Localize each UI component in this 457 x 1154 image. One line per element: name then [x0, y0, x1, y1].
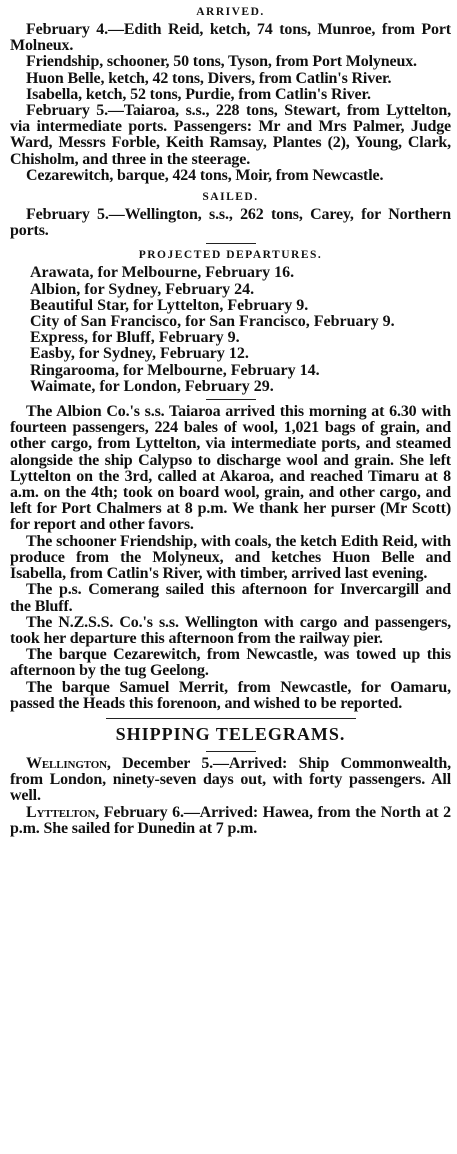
sailed-heading: SAILED. [202, 191, 259, 204]
news-paragraph: The schooner Friendship, with coals, the ketch Edith Reid, with produce from the Molyneux, and ketches Huon Belle and Isabella, from Catlin's River, with timber, arrived last evening. [10, 532, 451, 583]
arrival-entry: Huon Belle, ketch, 42 tons, Divers, from Catlin's River. [26, 69, 392, 87]
arrival-entry: February 5.—Taiaroa, s.s., 228 tons, Stewart, from Lyttelton, via intermediate ports. Passengers: Mr and Mrs Palmer, Judge Ward, Messrs Forble, Keith Ramsay, Plantes (2), Young, Clark, Chisholm, and three in the steerage. [10, 102, 451, 168]
news-paragraph: The Albion Co.'s s.s. Taiaroa arrived this morning at 6.30 with fourteen passengers, 224 bales of wool, 1,021 bags of grain, and other cargo, from Lyttelton, via intermediate ports, and steamed alongside the ship Calypso to discharge wool and grain. She left Lyttelton on the 3rd, called at Akaroa, and reached Timaru at 8 a.m. on the 4th; took on board wool, grain, and other cargo, and left for Port Chalmers at 8 p.m. We thank her purser (Mr Scott) for report and other favors. [10, 403, 451, 534]
news-paragraph: The barque Samuel Merrit, from Newcastle, for Oamaru, passed the Heads this forenoon, and wished to be reported. [10, 678, 451, 712]
telegram-entry [10, 805, 451, 837]
arrival-entry: Friendship, schooner, 50 tons, Tyson, from Port Molyneux. [26, 53, 417, 71]
departure-entry: Beautiful Star, for Lyttelton, February 9. [30, 296, 309, 314]
departure-entry: Express, for Bluff, February 9. [30, 329, 240, 347]
departure-entry: Easby, for Sydney, February 12. [30, 345, 249, 363]
section-divider [106, 718, 356, 719]
departure-entry: City of San Francisco, for San Francisco, February 9. [30, 313, 395, 331]
departure-entry: Albion, for Sydney, February 24. [30, 280, 255, 298]
departure-entry: Waimate, for London, February 29. [30, 377, 274, 395]
departure-entry: Ringarooma, for Melbourne, February 14. [30, 361, 320, 379]
arrived-heading: ARRIVED. [196, 6, 265, 18]
section-divider [206, 243, 256, 244]
news-paragraph: The p.s. Comerang sailed this afternoon for Invercargill and the Bluff. [10, 581, 451, 615]
news-paragraph: The barque Cezarewitch, from Newcastle, was towed up this afternoon by the tug Geelong. [10, 646, 451, 680]
arrival-entry: Cezarewitch, barque, 424 tons, Moir, from Newcastle. [26, 166, 384, 184]
telegram-place: Wellington, [26, 754, 111, 772]
telegram-text: December 5.—Arrived: Ship Commonwealth, from London, ninety-seven days out, with forty passengers. All well. [10, 754, 451, 805]
arrival-entry: Isabella, ketch, 52 tons, Purdie, from Catlin's River. [26, 85, 371, 103]
departure-entry: Arawata, for Melbourne, February 16. [30, 264, 295, 282]
section-divider [206, 751, 256, 752]
sailed-entry: February 5.—Wellington, s.s., 262 tons, Carey, for Northern ports. [10, 206, 451, 240]
news-paragraph: The N.Z.S.S. Co.'s s.s. Wellington with cargo and passengers, took her departure this afternoon from the railway pier. [10, 613, 451, 647]
telegram-place: Lyttelton, [26, 803, 100, 821]
telegram-text: February 6.—Arrived: Hawea, from the North at 2 p.m. She sailed for Dunedin at 7 p.m. [10, 803, 451, 837]
arrival-entry: February 4.—Edith Reid, ketch, 74 tons, Munroe, from Port Molneux. [10, 21, 451, 55]
telegrams-heading: SHIPPING TELEGRAMS. [115, 723, 346, 744]
section-divider [206, 399, 256, 400]
telegram-entry [10, 756, 451, 805]
departures-heading: PROJECTED DEPARTURES. [138, 249, 323, 262]
